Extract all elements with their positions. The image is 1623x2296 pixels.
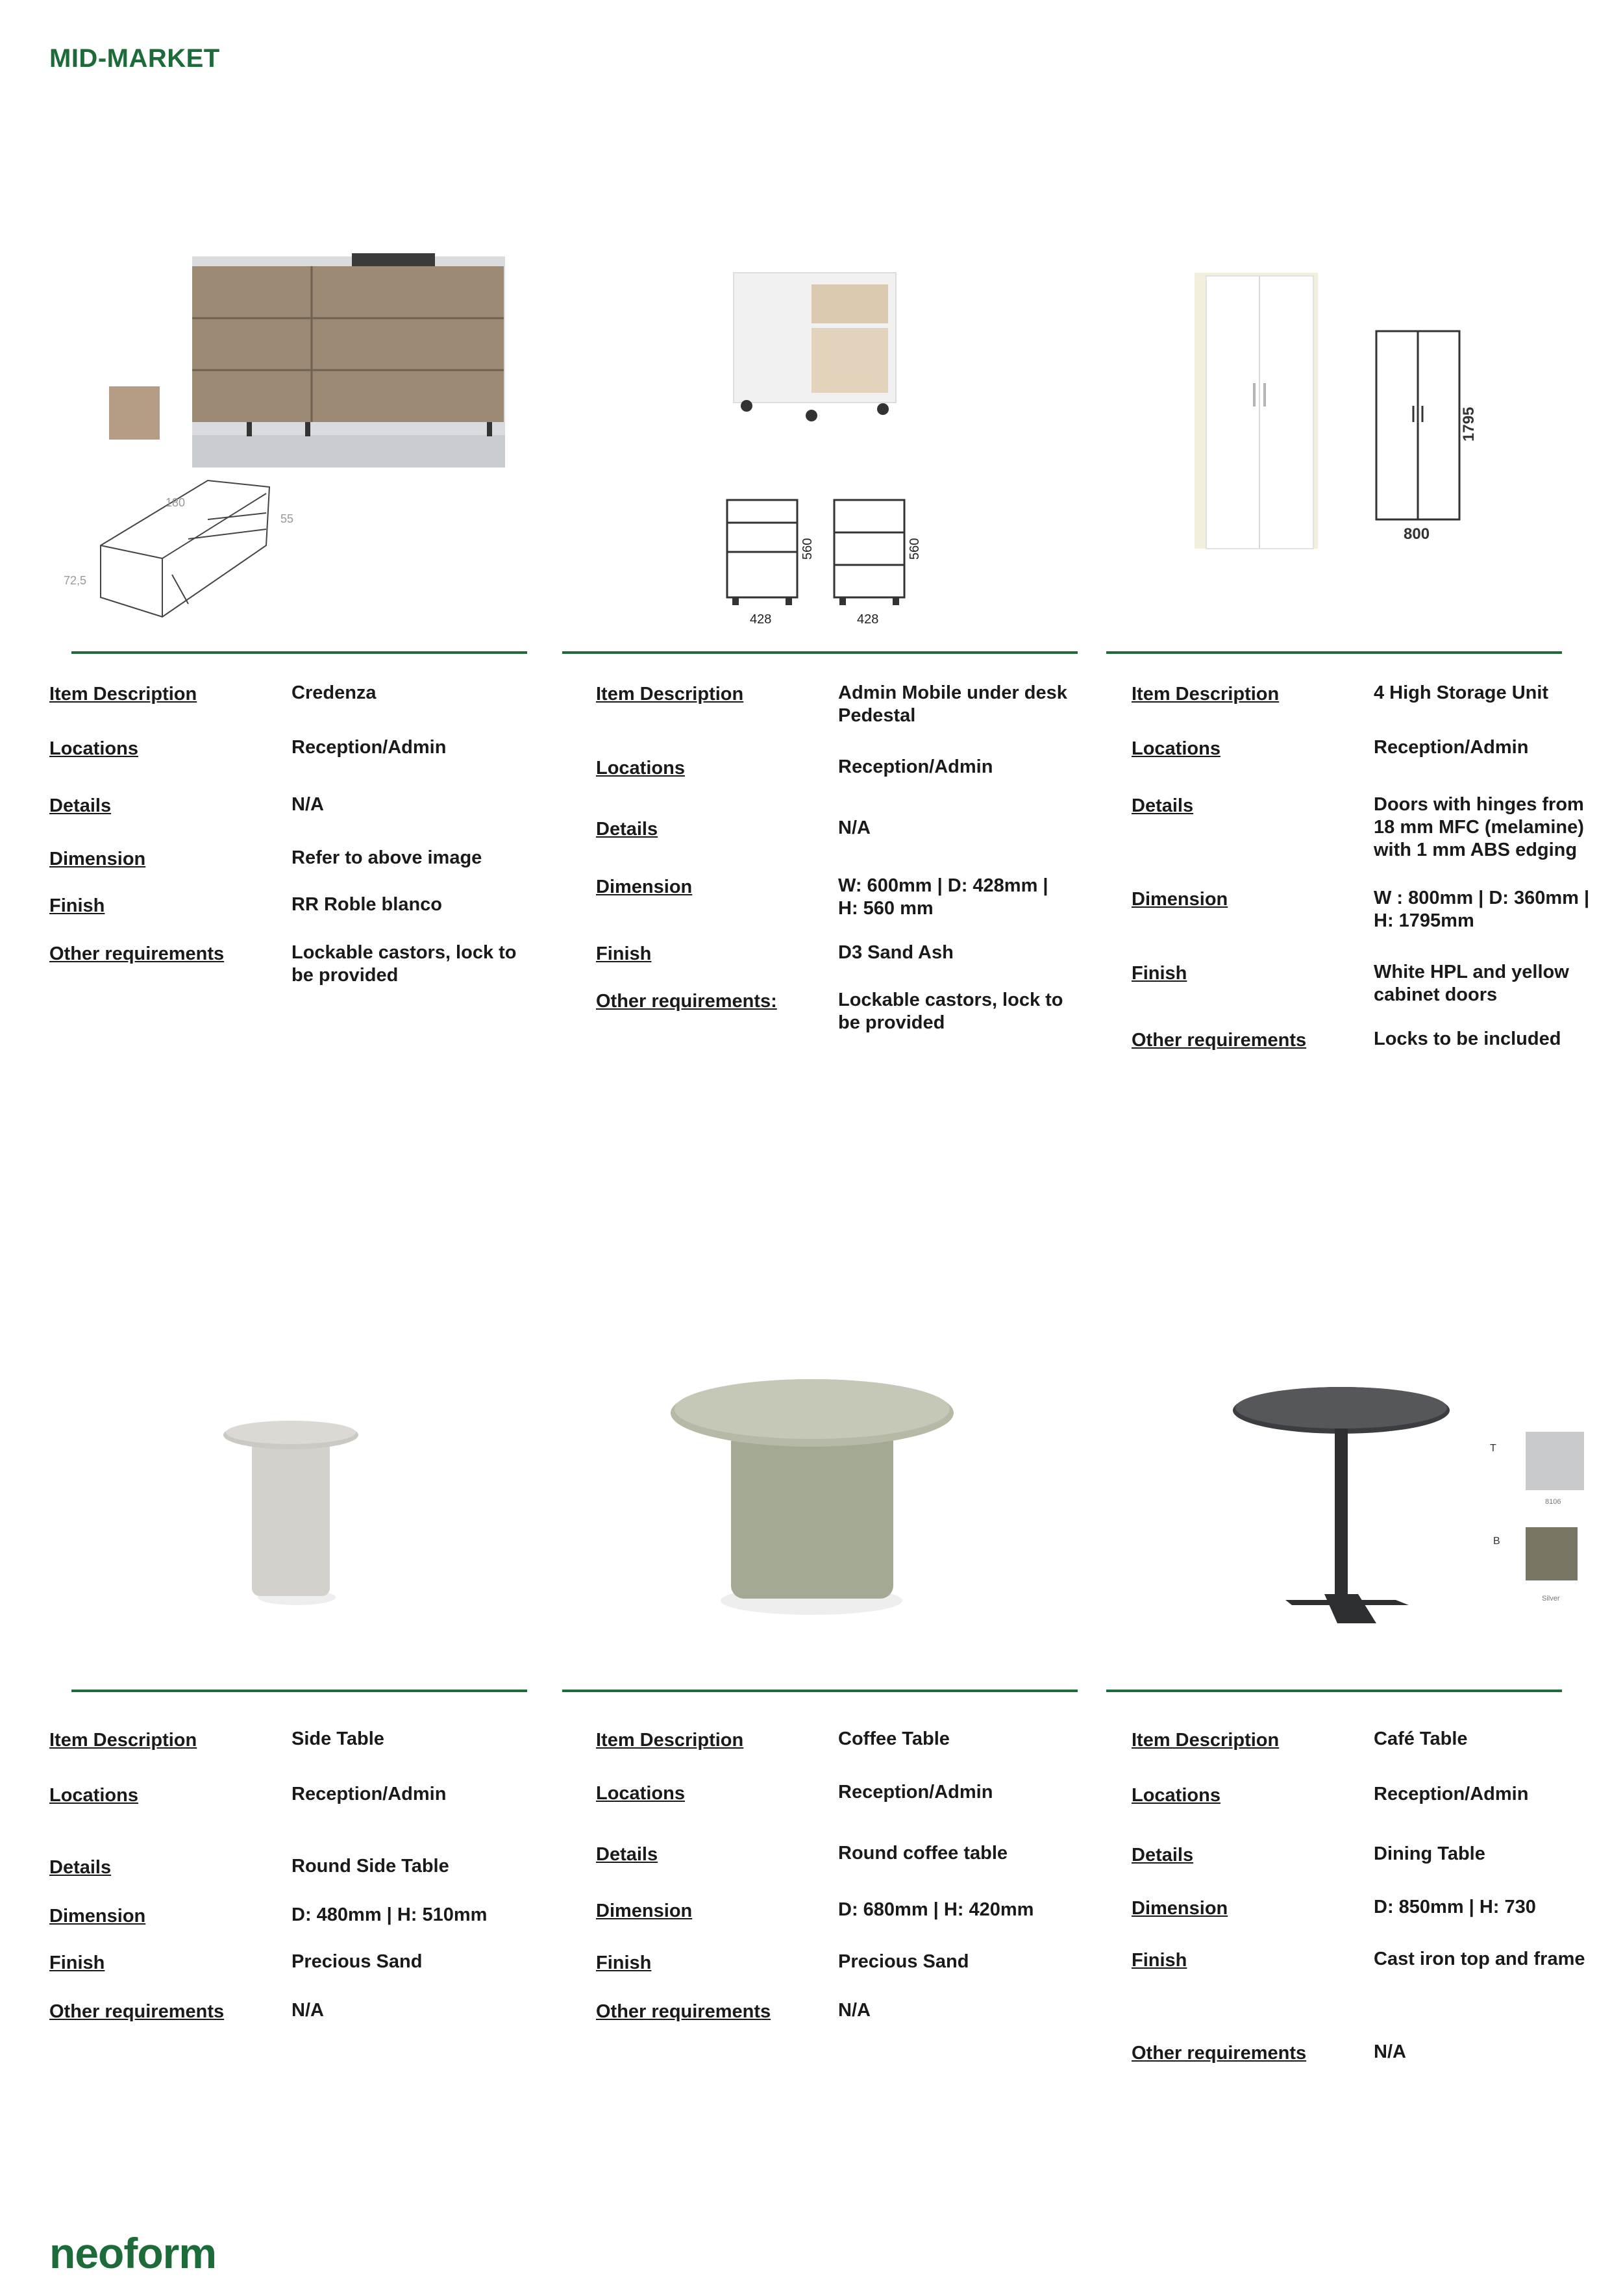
locations-value: Reception/Admin	[838, 756, 993, 777]
dimension-label: Dimension	[1132, 889, 1228, 910]
item-description-value: Credenza	[291, 682, 377, 703]
storage-height-mark: 1795	[1460, 406, 1478, 442]
storage-unit-illustration	[1188, 260, 1500, 558]
locations-value: Reception/Admin	[291, 1784, 447, 1804]
dimension-value: W : 800mm | D: 360mm | H: 1795mm	[1374, 888, 1590, 931]
finish-label: Finish	[596, 943, 652, 964]
locations-label: Locations	[1132, 1785, 1220, 1806]
finish-label: Finish	[49, 1953, 105, 1973]
details-value: N/A	[838, 817, 871, 838]
pedestal-width-mark-1: 428	[750, 612, 772, 627]
finish-value: Precious Sand	[838, 1951, 969, 1972]
finish-value: Precious Sand	[291, 1951, 423, 1972]
dimension-value: D: 480mm | H: 510mm	[291, 1904, 488, 1925]
neoform-logo: neoform	[49, 2229, 216, 2277]
locations-label: Locations	[596, 758, 685, 779]
locations-label: Locations	[596, 1783, 685, 1804]
item-description-value: Coffee Table	[838, 1728, 950, 1749]
locations-label: Locations	[49, 1785, 138, 1806]
finish-label: Finish	[49, 895, 105, 916]
locations-value: Reception/Admin	[1374, 737, 1529, 758]
locations-value: Reception/Admin	[1374, 1784, 1529, 1804]
item-description-label: Item Description	[596, 684, 744, 705]
details-value: Round coffee table	[838, 1843, 1008, 1864]
pedestal-height-mark-1: 560	[800, 538, 815, 560]
item-description-label: Item Description	[49, 1730, 197, 1751]
item-description-label: Item Description	[49, 684, 197, 705]
locations-value: Reception/Admin	[291, 737, 447, 758]
divider-1	[71, 651, 527, 654]
other-requirements-value: N/A	[1374, 2041, 1406, 2062]
pedestal-height-mark-2: 560	[908, 538, 922, 560]
details-label: Details	[596, 1844, 658, 1865]
cafe-top-swatch-label: T	[1490, 1443, 1496, 1454]
item-description-value: 4 High Storage Unit	[1374, 682, 1549, 703]
pedestal-illustration	[708, 260, 954, 630]
locations-value: Reception/Admin	[838, 1782, 993, 1803]
other-requirements-value: Lockable castors, lock to be provided	[291, 942, 517, 986]
dimension-value: D: 850mm | H: 730	[1374, 1897, 1536, 1917]
cafe-table-illustration	[1214, 1377, 1597, 1636]
credenza-depth-mark: 55	[280, 512, 294, 525]
dimension-label: Dimension	[49, 1906, 146, 1927]
credenza-illustration	[58, 234, 526, 636]
storage-width-mark: 800	[1404, 525, 1430, 543]
cafe-base-swatch-caption: Silver	[1542, 1595, 1560, 1603]
divider-4	[71, 1690, 527, 1692]
details-value: N/A	[291, 794, 324, 815]
dimension-value: D: 680mm | H: 420mm	[838, 1899, 1034, 1920]
dimension-label: Dimension	[596, 1901, 693, 1921]
item-description-value: Admin Mobile under desk Pedestal	[838, 682, 1067, 726]
finish-value: White HPL and yellow cabinet doors	[1374, 962, 1569, 1005]
side-table-illustration	[143, 1396, 454, 1623]
credenza-height-mark: 72,5	[64, 574, 87, 587]
item-description-label: Item Description	[1132, 1730, 1280, 1751]
details-label: Details	[1132, 795, 1194, 816]
other-requirements-value: N/A	[838, 2000, 871, 2021]
other-requirements-value: N/A	[291, 2000, 324, 2021]
details-value: Doors with hinges from 18 mm MFC (melamine) with 1 mm ABS edging	[1374, 794, 1584, 860]
other-requirements-label: Other requirements	[49, 2001, 225, 2022]
details-label: Details	[49, 795, 112, 816]
dimension-label: Dimension	[49, 849, 146, 869]
finish-value: Cast iron top and frame	[1374, 1949, 1585, 1969]
finish-label: Finish	[596, 1953, 652, 1973]
divider-3	[1106, 651, 1562, 654]
cafe-base-swatch-label: B	[1493, 1536, 1500, 1547]
dimension-value: Refer to above image	[291, 847, 482, 868]
pedestal-width-mark-2: 428	[857, 612, 879, 627]
details-value: Round Side Table	[291, 1856, 449, 1877]
finish-label: Finish	[1132, 1950, 1187, 1971]
other-requirements-label: Other requirements:	[596, 991, 777, 1012]
page-title: MID-MARKET	[49, 44, 220, 73]
locations-label: Locations	[1132, 738, 1220, 759]
item-description-value: Café Table	[1374, 1728, 1468, 1749]
credenza-width-mark: 180	[166, 496, 186, 509]
details-label: Details	[596, 819, 658, 840]
other-requirements-label: Other requirements	[1132, 1030, 1307, 1051]
divider-6	[1106, 1690, 1562, 1692]
other-requirements-label: Other requirements	[49, 943, 225, 964]
other-requirements-value: Locks to be included	[1374, 1029, 1561, 1049]
details-label: Details	[1132, 1845, 1194, 1866]
finish-value: RR Roble blanco	[291, 894, 443, 915]
details-value: Dining Table	[1374, 1843, 1485, 1864]
cafe-top-swatch-caption: 8106	[1545, 1498, 1561, 1506]
details-label: Details	[49, 1857, 112, 1878]
other-requirements-label: Other requirements	[596, 2001, 771, 2022]
coffee-table-illustration	[558, 1364, 1078, 1636]
other-requirements-label: Other requirements	[1132, 2043, 1307, 2064]
divider-2	[562, 651, 1078, 654]
finish-label: Finish	[1132, 963, 1187, 984]
dimension-label: Dimension	[596, 877, 693, 897]
dimension-value: W: 600mm | D: 428mm | H: 560 mm	[838, 875, 1048, 919]
other-requirements-value: Lockable castors, lock to be provided	[838, 990, 1063, 1033]
item-description-label: Item Description	[1132, 684, 1280, 705]
divider-5	[562, 1690, 1078, 1692]
item-description-label: Item Description	[596, 1730, 744, 1751]
item-description-value: Side Table	[291, 1728, 384, 1749]
finish-value: D3 Sand Ash	[838, 942, 954, 963]
locations-label: Locations	[49, 738, 138, 759]
dimension-label: Dimension	[1132, 1898, 1228, 1919]
